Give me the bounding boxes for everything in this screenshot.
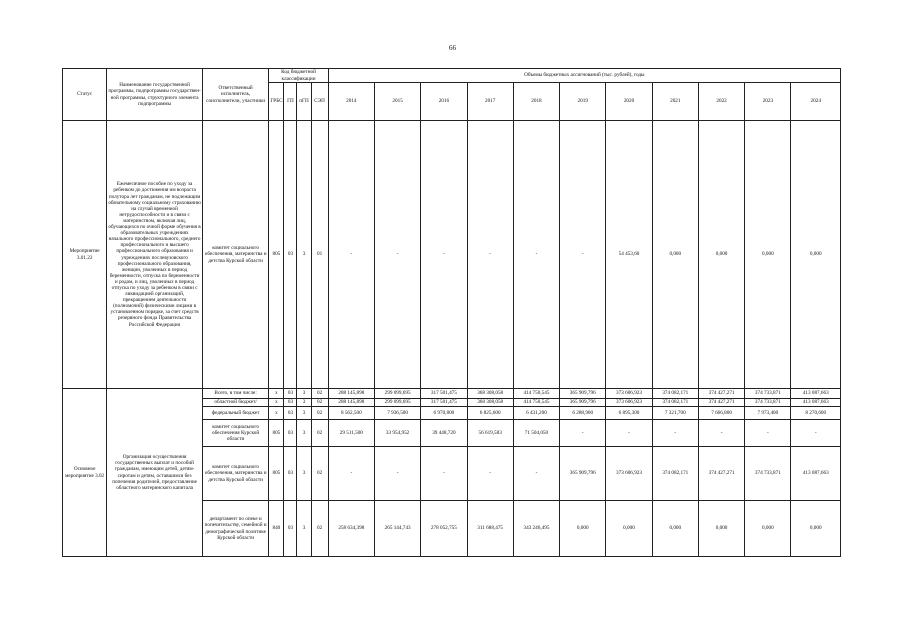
value-cell: 299 099,695 [374, 399, 420, 407]
code-cell: 03 [284, 121, 297, 389]
value-cell: 414 750,545 [513, 399, 559, 407]
status-cell: Основное мероприятие 3.02 [63, 389, 107, 557]
code-cell: 03 [284, 389, 297, 399]
value-cell: 7 321,700 [652, 407, 698, 420]
value-cell: 413 087,663 [791, 389, 841, 399]
value-cell: 6 970,800 [421, 407, 467, 420]
executor-cell: Всего, в том числе: [202, 389, 268, 399]
header-year: 2014 [328, 83, 374, 121]
header-status: Статус [63, 69, 107, 121]
value-cell: 373 606,923 [606, 399, 652, 407]
value-cell: 0,000 [698, 501, 744, 557]
value-cell: 0,000 [606, 501, 652, 557]
value-cell: - [791, 420, 841, 447]
value-cell: - [421, 447, 467, 501]
name-cell: Ежемесячное пособие по уходу за ребенком до достижения им возраста полутора лет гражданам, не подлежащим обязательному социальному страхованию на случай временной нетрудоспособности и в связи с материнством, включая лиц, обучающихся по очной форме обучения в образовательных учреждениях начального профессионального, среднего профессионального и высшего профессионального образования и учреждениях послевузовского профессионального образования, женщин, уволенных в период беременности, отпуска по беременности и родам, и лиц, уволенных в период отпуска по уходу за ребенком в связи с ликвидацией организаций, прекращением деятельности (полномочий) физическими лицами в установленном порядке, за счет средств резервного фонда Правительства Российской Федерации [107, 121, 203, 389]
value-cell: 258 634,398 [328, 501, 374, 557]
value-cell: 317 501,475 [421, 399, 467, 407]
code-cell: х [269, 389, 284, 399]
value-cell: 413 087,663 [791, 399, 841, 407]
value-cell: 288 145,898 [328, 399, 374, 407]
value-cell: - [560, 121, 606, 389]
code-cell: 3 [297, 501, 311, 557]
value-cell: 6 895,300 [606, 407, 652, 420]
name-cell: Организация осуществления государственных выплат и пособий гражданам, имеющим детей, детям-сиротам и детям, оставшимся без попечения родителей, предоставление областного материнского капитала [107, 389, 203, 557]
header-year: 2020 [606, 83, 652, 121]
value-cell: - [513, 447, 559, 501]
value-cell: 7 936,500 [374, 407, 420, 420]
header-year: 2018 [513, 83, 559, 121]
value-cell: 0,000 [652, 501, 698, 557]
value-cell: - [328, 121, 374, 389]
code-cell: 02 [311, 389, 328, 399]
value-cell: - [467, 121, 513, 389]
value-cell: 54 453,60 [606, 121, 652, 389]
header-code-col: СЭП [311, 83, 328, 121]
value-cell: 265 144,743 [374, 501, 420, 557]
value-cell: 374 082,171 [652, 447, 698, 501]
value-cell: - [652, 420, 698, 447]
value-cell: - [745, 420, 791, 447]
code-cell: 3 [297, 389, 311, 399]
header-year: 2019 [560, 83, 606, 121]
code-cell: 805 [269, 420, 284, 447]
value-cell: 6 825,600 [467, 407, 513, 420]
value-cell: 374 733,871 [745, 389, 791, 399]
value-cell: 368 308,058 [467, 399, 513, 407]
budget-table [62, 68, 841, 557]
value-cell: - [513, 121, 559, 389]
header-year: 2021 [652, 83, 698, 121]
value-cell: 299 099,695 [374, 389, 420, 399]
value-cell: 374 427,271 [698, 389, 744, 399]
header-year: 2024 [791, 83, 841, 121]
value-cell: 7 973,400 [745, 407, 791, 420]
table-row [63, 121, 841, 389]
value-cell: 413 087,663 [791, 447, 841, 501]
value-cell: 374 427,271 [698, 447, 744, 501]
executor-cell: департамент по опеке и попечительству, семейной и демографической политике Курской области [202, 501, 268, 557]
value-cell: - [374, 121, 420, 389]
status-cell: Мероприятие 3.01.22 [63, 121, 107, 389]
value-cell: 71 504,050 [513, 420, 559, 447]
code-cell: 840 [269, 501, 284, 557]
code-cell: 03 [284, 447, 297, 501]
code-cell: 805 [269, 447, 284, 501]
header-year: 2015 [374, 83, 420, 121]
code-cell: 3 [297, 420, 311, 447]
code-cell: 03 [284, 399, 297, 407]
executor-cell: комитет социального обеспечения Курской области [202, 420, 268, 447]
executor-cell: федеральный бюджет [202, 407, 268, 420]
header-year: 2023 [745, 83, 791, 121]
value-cell: 6 288,900 [560, 407, 606, 420]
value-cell: 33 954,952 [374, 420, 420, 447]
value-cell: 317 501,475 [421, 389, 467, 399]
value-cell: - [560, 420, 606, 447]
value-cell: 414 750,545 [513, 389, 559, 399]
value-cell: 374 733,871 [745, 447, 791, 501]
code-cell: 3 [297, 407, 311, 420]
value-cell: 0,000 [745, 121, 791, 389]
value-cell: 278 052,755 [421, 501, 467, 557]
value-cell: 0,000 [791, 121, 841, 389]
code-cell: 3 [297, 447, 311, 501]
header-name: Наименование государственной программы, подпрограммы государствен-ной программы, структурного элемента подпрограммы [107, 69, 203, 121]
code-cell: 03 [284, 420, 297, 447]
value-cell: 368 308,058 [467, 389, 513, 399]
value-cell: - [421, 121, 467, 389]
value-cell: - [698, 420, 744, 447]
header-code-col: ГРБС [269, 83, 284, 121]
code-cell: 01 [311, 121, 328, 389]
value-cell: 7 666,800 [698, 407, 744, 420]
value-cell: 0,000 [791, 501, 841, 557]
code-cell: 3 [297, 399, 311, 407]
header-volumes: Объемы бюджетных ассигнований (тыс. рублей), годы [328, 69, 840, 83]
value-cell: 0,000 [652, 121, 698, 389]
value-cell: 373 606,923 [606, 447, 652, 501]
value-cell: 373 606,923 [606, 389, 652, 399]
value-cell: 0,000 [745, 501, 791, 557]
header-year: 2022 [698, 83, 744, 121]
value-cell: 374 082,171 [652, 389, 698, 399]
value-cell: 365 909,796 [560, 447, 606, 501]
header-year: 2017 [467, 83, 513, 121]
code-cell: 3 [297, 121, 311, 389]
value-cell: - [374, 447, 420, 501]
header-row-top [63, 69, 841, 83]
value-cell: 374 427,271 [698, 399, 744, 407]
header-year: 2016 [421, 83, 467, 121]
executor-cell: комитет социального обеспечения, материнства и детства Курской области [202, 447, 268, 501]
executor-cell: комитет социального обеспечения, материнства и детства Курской области [202, 121, 268, 389]
table-body [63, 121, 841, 557]
header-code-group: Код бюджетной классификации [269, 69, 328, 83]
code-cell: 805 [269, 121, 284, 389]
value-cell: 365 909,796 [560, 399, 606, 407]
value-cell: 365 909,796 [560, 389, 606, 399]
value-cell: 0,000 [698, 121, 744, 389]
code-cell: 02 [311, 407, 328, 420]
code-cell: х [269, 407, 284, 420]
value-cell: - [606, 420, 652, 447]
value-cell: 288 145,898 [328, 389, 374, 399]
value-cell: 374 733,871 [745, 399, 791, 407]
executor-cell: областной бюджет/ [202, 399, 268, 407]
code-cell: 02 [311, 447, 328, 501]
header-executor: Ответственный исполнитель, соисполнители, участники [202, 69, 268, 121]
header-code-col: ГП [284, 83, 297, 121]
value-cell: 6 431,200 [513, 407, 559, 420]
value-cell: 374 082,171 [652, 399, 698, 407]
header-code-col: пГП [297, 83, 311, 121]
value-cell: 56 619,583 [467, 420, 513, 447]
code-cell: 02 [311, 501, 328, 557]
code-cell: 03 [284, 501, 297, 557]
value-cell: 311 688,475 [467, 501, 513, 557]
code-cell: 02 [311, 399, 328, 407]
value-cell: 39 448,720 [421, 420, 467, 447]
code-cell: 03 [284, 407, 297, 420]
code-cell: х [269, 399, 284, 407]
code-cell: 02 [311, 420, 328, 447]
value-cell: 343 246,495 [513, 501, 559, 557]
value-cell: - [328, 447, 374, 501]
value-cell: 8 562,500 [328, 407, 374, 420]
value-cell: 0,000 [560, 501, 606, 557]
value-cell: 8 270,600 [791, 407, 841, 420]
page-number: 66 [449, 44, 456, 52]
value-cell: 29 511,500 [328, 420, 374, 447]
table-row [63, 389, 841, 399]
value-cell: - [467, 447, 513, 501]
